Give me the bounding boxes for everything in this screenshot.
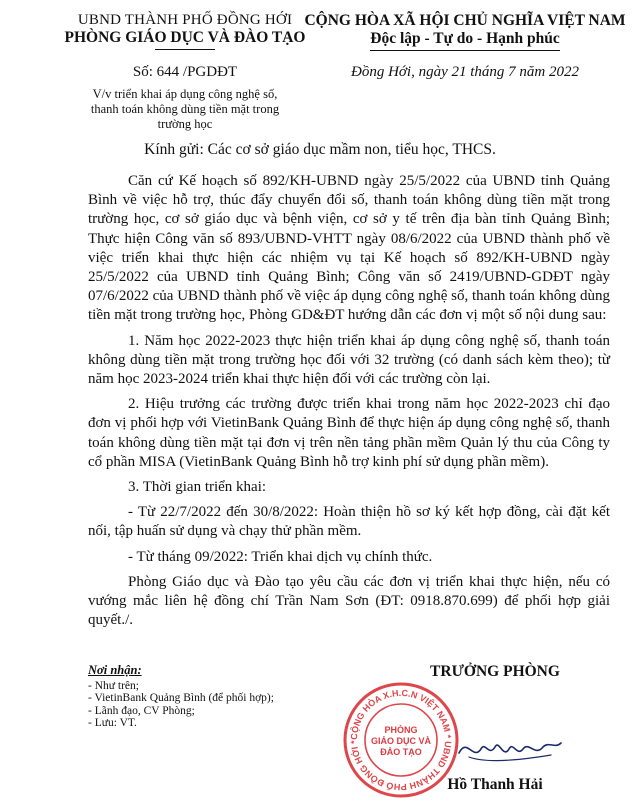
issuing-authority-block (60, 12, 310, 50)
body-paragraph: 2. Hiệu trưởng các trường được triển khai trong năm học 2022-2023 chỉ đạo đơn vị phối hợp với VietinBank Quảng Bình để thực hiện áp dụng công nghệ số, thanh toán không dùng tiền mặt tại đơn vị trên nền tảng phần mềm Quản lý thu của Công ty cổ phần MISA (VietinBank Quảng Bình hỗ trợ kinh phí sử dụng phần mềm). (88, 396, 610, 470)
body-paragraph: 3. Thời gian triển khai: (128, 479, 267, 496)
document-number: Số: 644 /PGDĐT (132, 64, 238, 80)
recipient-item: - Lãnh đạo, CV Phòng; (88, 704, 195, 717)
subject-line: V/v triển khai áp dụng công nghệ số, (92, 87, 278, 101)
addressee: Kính gửi: Các cơ sở giáo dục mầm non, tiểu học, THCS. (144, 141, 496, 158)
document-subject (60, 87, 310, 132)
document-body (88, 172, 610, 636)
body-paragraph: Phòng Giáo dục và Đào tạo yêu cầu các đơn vị triển khai thực hiện, nếu có vướng mắc liên hệ đồng chí Trần Nam Sơn (ĐT: 0918.870.699) để phối hợp giải quyết./. (88, 573, 610, 629)
subject-line: thanh toán không dùng tiền mặt trong (90, 102, 280, 116)
signer-title: TRƯỞNG PHÒNG (430, 663, 560, 680)
subject-line: trường học (157, 117, 213, 131)
place-and-date: Đồng Hới, ngày 21 tháng 7 năm 2022 (351, 64, 579, 80)
national-title-block (300, 12, 630, 51)
body-paragraph: 1. Năm học 2022-2023 thực hiện triển khai áp dụng công nghệ số, thanh toán không dùng tiền mặt trong trường học đối với 32 trường (có danh sách kèm theo); từ năm học 2023-2024 triển khai thực hiện đối với các trường còn lại. (88, 332, 610, 388)
issuing-authority-name: PHÒNG GIÁO DỤC VÀ ĐÀO TẠO (64, 29, 306, 46)
issuing-authority-parent: UBND THÀNH PHỐ ĐỒNG HỚI (77, 12, 293, 28)
body-paragraph: Căn cứ Kế hoạch số 892/KH-UBND ngày 25/5/2022 của UBND tỉnh Quảng Bình về việc hỗ trợ, thúc đẩy chuyển đổi số, thanh toán không dùng tiền mặt trong trường học, cơ sở giáo dục và bệnh viện, cơ sở y tế trên địa bàn tỉnh Quảng Bình; Thực hiện Công văn số 893/UBND-VHTT ngày 08/6/2022 của UBND thành phố về việc triển khai thực hiện các nhiệm vụ tại Kế hoạch số 892/KH-UBND ngày 25/5/2022 của UBND tỉnh Quảng Bình; Công văn số 2419/UBND-GDĐT ngày 07/6/2022 của UBND thành phố về việc áp dụng công nghệ số, thanh toán không dùng tiền mặt trong trường học, Phòng GD&ĐT hướng dẫn các đơn vị một số nội dung sau: (88, 173, 610, 324)
recipients-title: Nơi nhận: (88, 663, 142, 677)
body-paragraph: - Từ 22/7/2022 đến 30/8/2022: Hoàn thiện hồ sơ ký kết hợp đồng, cài đặt kết nối, tập huấn sử dụng và chạy thử phần mềm. (88, 504, 610, 540)
header-divider-left (155, 49, 215, 50)
national-title: CỘNG HÒA XÃ HỘI CHỦ NGHĨA VIỆT NAM (304, 12, 626, 29)
national-motto: Độc lập - Tự do - Hạnh phúc (370, 30, 560, 47)
recipient-item: - VietinBank Quảng Bình (để phối hợp); (88, 692, 274, 704)
signer-name: Hồ Thanh Hải (447, 776, 543, 793)
recipient-item: - Như trên; (88, 679, 139, 692)
header-divider-right (370, 50, 560, 51)
body-paragraph: - Từ tháng 09/2022: Triển khai dịch vụ chính thức. (128, 548, 433, 565)
handwritten-signature (455, 727, 565, 767)
seal-center-text: PHÒNG (384, 725, 418, 735)
seal-center-text: GIÁO DỤC VÀ (370, 736, 432, 746)
seal-center-text: ĐÀO TẠO (380, 747, 422, 757)
seal-ring-text: CỘNG HÒA X.H.C.N VIỆT NAM * UBND THÀNH PHỐ ĐỒNG HỚI * (348, 687, 454, 793)
recipients-list (88, 664, 318, 730)
recipient-item: - Lưu: VT. (88, 717, 137, 729)
